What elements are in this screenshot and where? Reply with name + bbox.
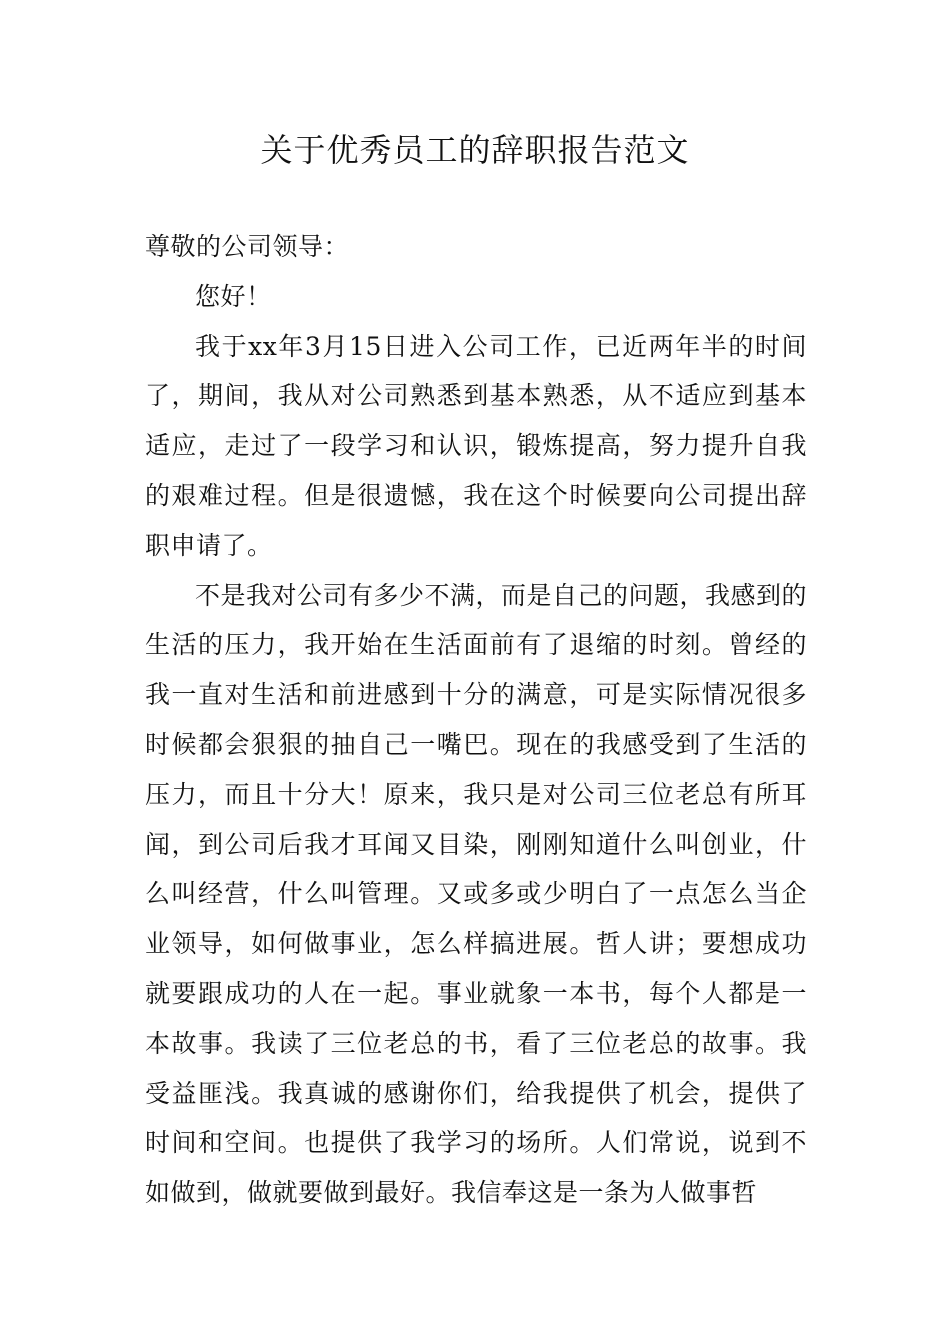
document-title: 关于优秀员工的辞职报告范文 — [260, 131, 690, 169]
paragraph: 不是我对公司有多少不满，而是自己的问题，我感到的生活的压力，我开始在生活面前有了退缩的时刻。曾经的我一直对生活和前进感到十分的满意，可是实际情况很多时候都会狠狠的抽自己一嘴巴。现在的我感受到了生活的压力，而且十分大！原来，我只是对公司三位老总有所耳闻，到公司后我才耳闻又目染，刚刚知道什么叫创业，什么叫经营，什么叫管理。又或多或少明白了一点怎么当企业领导，如何做事业，怎么样搞进展。哲人讲；要想成功就要跟成功的人在一起。事业就象一本书，每个人都是一本故事。我读了三位老总的书，看了三位老总的故事。我受益匪浅。我真诚的感谢你们，给我提供了机会，提供了时间和空间。也提供了我学习的场所。人们常说，说到不如做到，做就要做到最好。我信奉这是一条为人做事哲 — [145, 580, 808, 1208]
document-body — [145, 222, 807, 1218]
greeting: 您好！ — [195, 281, 272, 311]
paragraph: 我于xx年3月15日进入公司工作，已近两年半的时间了，期间，我从对公司熟悉到基本熟悉，从不适应到基本适应，走过了一段学习和认识，锻炼提高，努力提升自我的艰难过程。但是很遗憾，我在这个时候要向公司提出辞职申请了。 — [145, 331, 807, 560]
salutation: 尊敬的公司领导： — [145, 232, 350, 261]
